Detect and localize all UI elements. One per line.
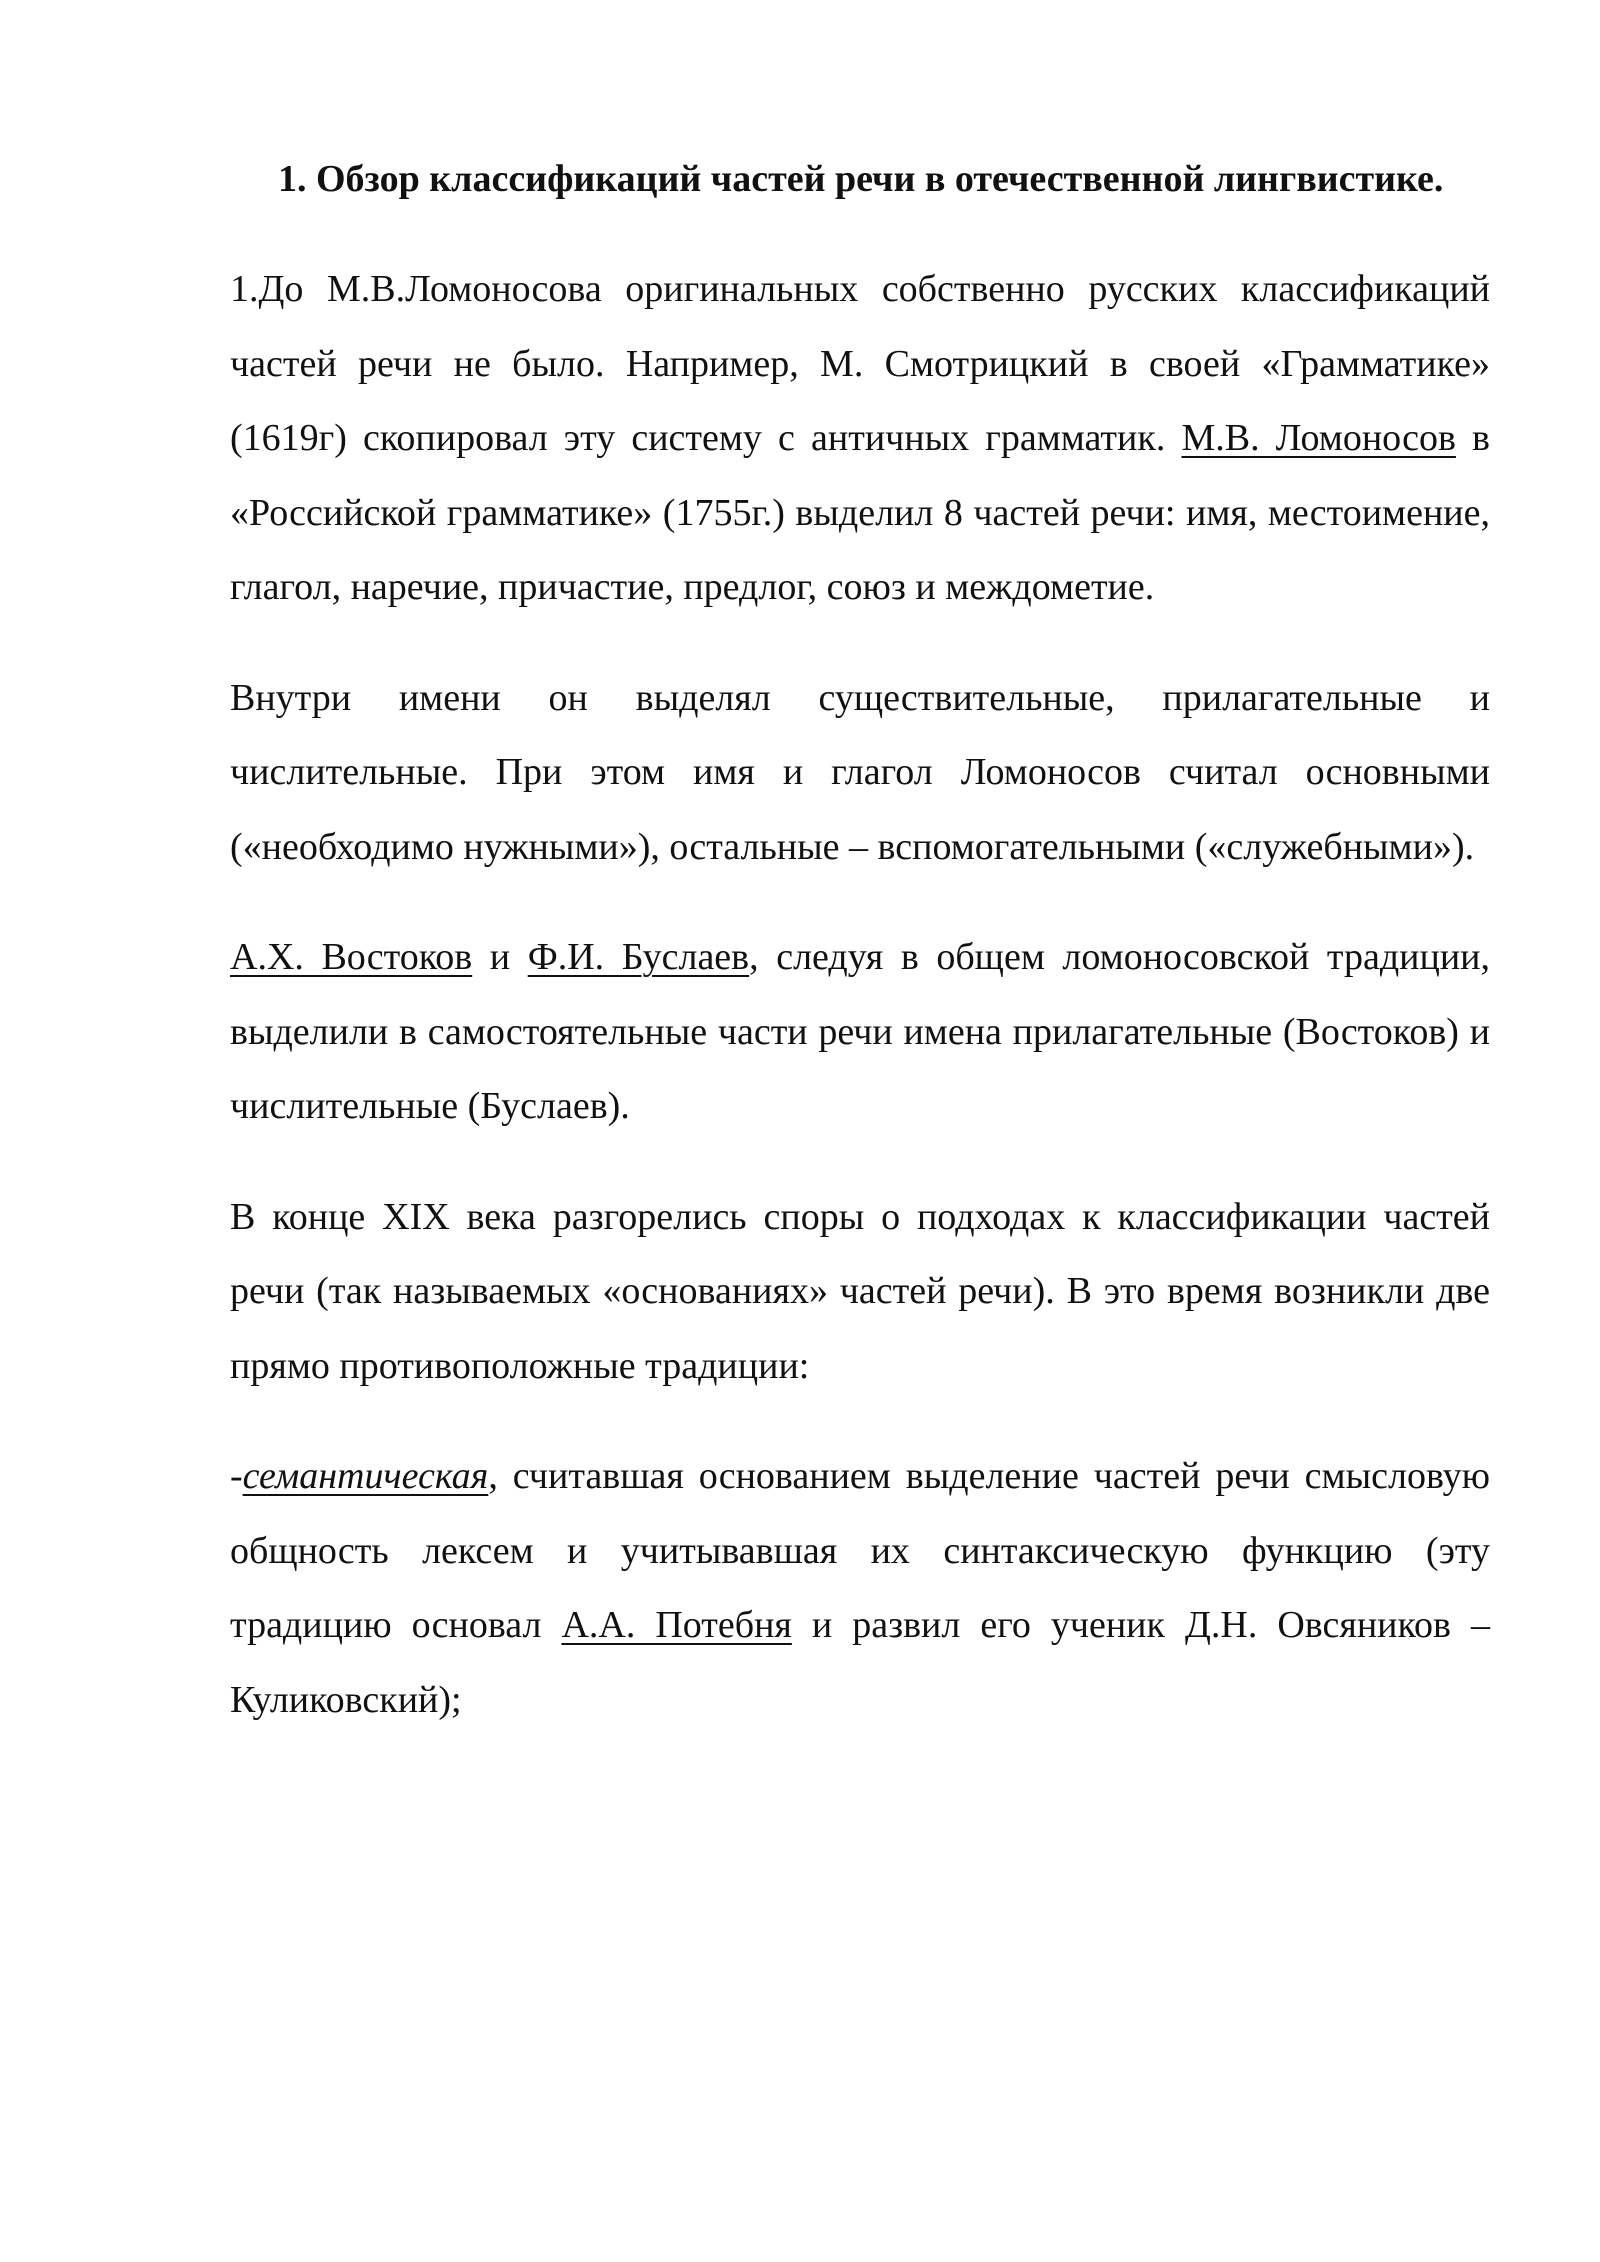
- paragraph-text: и развил его ученик Д.Н. Овсяников – Куликовский);: [230, 1604, 1491, 1721]
- paragraph-text: , считавшая основанием выделение частей речи смысловую общность лексем и учитывавшая их синтаксическую функцию (эту традицию основал: [230, 1455, 1490, 1646]
- document-body: [230, 142, 1490, 1773]
- paragraph-vostokov-buslaev: [230, 920, 1490, 1144]
- link-buslaev[interactable]: Ф.И. Буслаев: [527, 936, 750, 978]
- paragraph-name-parts: Внутри имени он выделял существительные, прилагательные и числительные. При этом имя и глагол Ломоносов считал основными («необходимо нужными»), остальные – вспомогательными («служебными»).: [230, 676, 1490, 868]
- paragraph-text: 1.До М.В.Ломоносова оригинальных собственно русских классификаций частей речи не было. Например, М. Смотрицкий в своей «Грамматике» (1619г) скопировал эту систему с античных грамматик.: [230, 268, 1490, 459]
- paragraph-text: и: [472, 936, 528, 978]
- list-dash: -: [230, 1455, 243, 1497]
- link-vostokov[interactable]: А.Х. Востоков: [230, 936, 473, 978]
- link-lomonosov[interactable]: М.В. Ломоносов: [1181, 417, 1456, 459]
- paragraph-text: , следуя в общем ломоносовской традиции, выделили в самостоятельные части речи имена прилагательные (Востоков) и числительные (Буслаев).: [230, 936, 1491, 1127]
- paragraph-xix-century: В конце XIX века разгорелись споры о подходах к классификации частей речи (так называемых «основаниях» частей речи). В это время возникли две прямо противоположные традиции:: [230, 1195, 1490, 1387]
- paragraph-lomonosov: [230, 252, 1490, 625]
- paragraph-text: в «Российской грамматике» (1755г.) выделил 8 частей речи: имя, местоимение, глагол, наречие, причастие, предлог, союз и междометие.: [230, 417, 1490, 608]
- link-semantic[interactable]: семантическая: [242, 1455, 489, 1497]
- paragraph-semantic-tradition: [230, 1439, 1490, 1737]
- link-potebnya[interactable]: А.А. Потебня: [561, 1604, 792, 1646]
- section-heading: 1. Обзор классификаций частей речи в отечественной лингвистике.: [278, 158, 1444, 200]
